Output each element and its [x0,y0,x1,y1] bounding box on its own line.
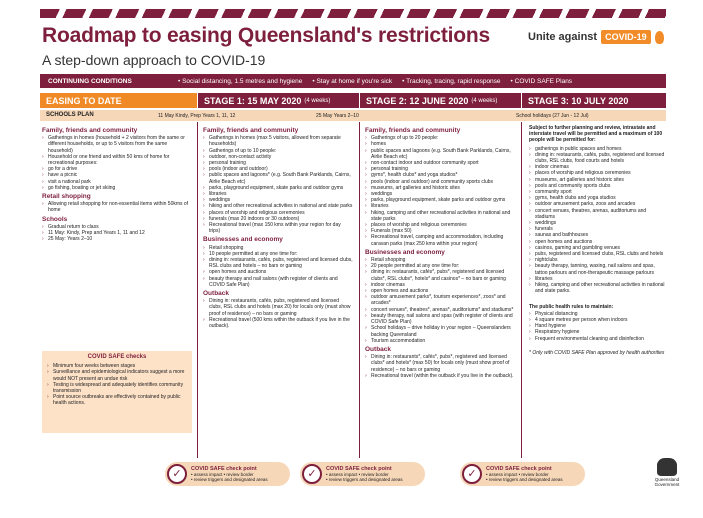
schools-holidays: School holidays (27 Jun - 12 Jul) [516,113,589,119]
list-item: › libraries [365,203,517,209]
list-item: › Allowing retail shopping for non-essential items within 50kms of home [42,201,192,213]
list-item: › dining in: restaurants, cafés, pubs, registered and licensed clubs, RSL clubs, food courts and hotels [529,152,665,164]
list-item: › 25 May: Years 2–10 [42,236,192,242]
list-item: › weddings [203,197,353,203]
list-item: › outdoor amusement parks, zoos and arcades [529,201,665,207]
page-title: Roadmap to easing Queensland's restrictions [42,24,491,47]
conditions-label: CONTINUING CONDITIONS [48,77,132,85]
safe-checks-list [47,363,187,406]
checkpoint-line-2: • review triggers and designated areas [191,477,268,482]
flame-icon [655,31,664,44]
list-item: › Recreational travel (max 150 kms within your region for day trips) [203,222,353,234]
list-item: › Dining in: restaurants, cafés, pubs, registered and licensed clubs, RSL clubs and hotels (max 20) for locals only (must show proof of residence) – no bars or gaming [203,298,353,317]
list-item: › Household or one friend and within 50 kms of home for recreational purposes: [42,154,192,166]
stage2-business-list [365,257,517,344]
list-item: › homes [365,141,517,147]
condition-item: • Stay at home if you're sick [312,77,393,85]
list-item: › 10 people permitted at any one time for: [203,251,353,257]
checkpoint-title: COVID SAFE check point [486,466,552,472]
crest-icon [657,458,677,476]
column-divider [521,122,522,458]
list-item: › museums, art galleries and historic sites [365,185,517,191]
stage1-column [203,125,353,460]
covid-safe-checks [42,351,192,433]
header-stripes [40,9,666,18]
condition-item: • COVID SAFE Plans [510,77,573,85]
check-icon: ✓ [462,464,482,484]
list-item: › indoor cinemas [365,282,517,288]
list-item: › Hand hygiene [529,323,665,329]
list-item: › outdoor amusement parks*, tourism experiences*, zoos* and arcades* [365,294,517,306]
list-item: › community sport [529,189,665,195]
stage3-list [529,146,665,295]
list-item: › Gatherings of up to 10 people: [203,148,353,154]
list-item: › Gatherings in homes (max 5 visitors, allowed from separate households) [203,135,353,147]
stage3-column [529,125,665,460]
list-item: › libraries [529,276,665,282]
list-item: › Retail shopping [203,245,353,251]
list-item: › indoor cinemas [529,164,665,170]
list-item: › parks, playground equipment, skate parks and outdoor gyms [203,185,353,191]
list-item: › Recreational travel, camping and accommodation, including caravan parks (max 250 kms within your region) [365,234,517,246]
list-item: › hiking, camping and other recreational activities in national and state parks. [529,282,665,294]
qld-government-logo [652,458,682,487]
page-subtitle: A step-down approach to COVID-19 [42,52,266,68]
list-item: › places of worship and religious ceremonies [529,170,665,176]
checkpoint-line-2: • review triggers and designated areas [486,477,563,482]
list-item: › Frequent environmental cleaning and disinfection [529,336,665,342]
list-item: › public spaces and lagoons (e.g. South Bank Parklands, Cairns, Airlie Beach etc) [365,148,517,160]
list-item: › Recreational travel (500 kms within the outback if you live in the outback). [203,317,353,329]
checkpoint-line-1: • assess impact • review border [326,472,389,477]
list-item: › Dining in: restaurants*, cafés*, pubs*, registered and licensed clubs* and hotels* (max 50) for locals only (must show proof of residence) – no bars or gaming [365,354,517,373]
list-item: › saunas and bathhouses [529,232,665,238]
stage1-family-list [203,135,353,234]
section-heading: Businesses and economy [365,248,445,256]
conditions-bar [40,74,666,88]
unite-logo [528,30,664,44]
list-item: › public spaces and lagoons* (e.g. South Bank Parklands, Cairns, Airlie Beach etc) [203,172,353,184]
list-item: › concert venues*, theatres*, arenas*, auditoriums* and stadiums* [365,307,517,313]
section-heading: Retail shopping [42,193,91,201]
section-heading: Schools [42,215,68,223]
list-item: › pools and community sports clubs [529,183,665,189]
checkpoint-title: COVID SAFE check point [326,466,392,472]
easing-retail-list [42,201,192,213]
list-item: › places of worship and religious ceremonies [365,222,517,228]
list-item: › funerals [529,226,665,232]
easing-family-list [42,135,192,191]
list-item: › non-contact indoor and outdoor community sport [365,160,517,166]
list-item: › hiking, camping and other recreational activities in national and state parks [365,210,517,222]
stage1-outback-list [203,298,353,329]
schools-plan-bar [40,110,666,121]
stage1-weeks: (4 weeks) [304,97,331,104]
checkpoint-line-1: • assess impact • review border [486,472,549,477]
schools-label: SCHOOLS PLAN [46,112,94,118]
stage2-column [365,125,517,460]
list-item: › beauty therapy, nail salons and spas (with register of clients and COVID Safe Plan) [365,313,517,325]
checkpoint-title: COVID SAFE check point [191,466,257,472]
footnote: * Only with COVID SAFE Plan approved by health authorities [529,349,665,356]
list-item: › Testing is widespread and adequately identifies community transmission [47,382,187,394]
list-item: › funerals (max 20 indoors or 30 outdoors) [203,216,353,222]
list-item: › visit a national park [42,179,192,185]
header-easing-label: EASING TO DATE [46,95,122,106]
list-item: › gyms, health clubs and yoga studios [529,195,665,201]
header-stage3 [522,93,666,108]
stage1-business-list [203,245,353,288]
list-item: › pools (indoor and outdoor) [203,166,353,172]
checkpoint-line-1: • assess impact • review border [191,472,254,477]
header-stage3-label: STAGE 3: 10 JULY 2020 [528,95,629,106]
list-item: › have a picnic [42,172,192,178]
list-item: › Surveillance and epidemiological indicators suggest a more would NOT present an undue risk [47,369,187,381]
list-item: › Tourism accommodation [365,338,517,344]
section-heading: Family, friends and community [365,127,461,134]
header-stage2-label: STAGE 2: 12 JUNE 2020 [366,95,469,106]
stage3-intro: Subject to further planning and review, intrastate and interstate travel will be permitted and a maximum of 100 people will be permitted for: [529,125,663,144]
stage2-family-list [365,135,517,247]
list-item: › gyms*, health clubs* and yoga studios* [365,172,517,178]
column-divider [359,122,360,458]
condition-item: • Tracking, tracing, rapid response [402,77,501,85]
list-item: › hiking and other recreational activities in national and state parks [203,203,353,209]
unite-text: Unite against [528,31,598,43]
check-icon: ✓ [167,464,187,484]
list-item: › 4 square metres per person when indoors [529,317,665,323]
header-easing [40,93,197,108]
list-item: › pools (indoor and outdoor) and community sports clubs [365,179,517,185]
column-divider [197,122,198,458]
stage2-weeks: (4 weeks) [471,97,498,104]
checkpoint-line-2: • review triggers and designated areas [326,477,403,482]
header-stage2 [360,93,521,108]
list-item: › open homes and auctions [365,288,517,294]
list-item: › Retail shopping [365,257,517,263]
condition-item: • Social distancing, 1.5 metres and hygiene [178,77,303,85]
list-item: › places of worship and religious ceremonies [203,210,353,216]
list-item: › libraries [203,191,353,197]
header-stage1-label: STAGE 1: 15 MAY 2020 [204,95,302,106]
list-item: › beauty therapy and nail salons (with register of clients and COVID Safe Plan) [203,276,353,288]
checkpoint-1 [165,462,290,486]
list-item: › parks, playground equipment, skate parks and outdoor gyms [365,197,517,203]
list-item: › gatherings in public spaces and homes [529,146,665,152]
list-item: › go for a drive [42,166,192,172]
qld-text: Queensland Government [654,477,680,487]
schools-date-2: 25 May Years 2–10 [316,113,359,119]
list-item: › open homes and auctions [203,269,353,275]
easing-schools-list [42,224,192,243]
health-rules-heading: The public health rules to maintain: [529,304,614,311]
covid-badge: COVID-19 [601,30,651,44]
section-heading: Outback [365,345,392,353]
list-item: › 11 May: Kindy, Prep and Years 1, 11 and 12 [42,230,192,236]
list-item: › Gatherings of up to 20 people: [365,135,517,141]
list-item: › Funerals (max 50) [365,228,517,234]
list-item: › outdoor, non-contact activity [203,154,353,160]
list-item: › concert venues, theatres, arenas, auditoriums and stadiums [529,208,665,220]
list-item: › School holidays – drive holiday in your region – Queenslanders backing Queensland [365,325,517,337]
checkpoint-2 [300,462,425,486]
list-item: › museums, art galleries and historic sites [529,177,665,183]
list-item: › pubs, registered and licensed clubs, RSL clubs and hotels [529,251,665,257]
section-heading: Businesses and economy [203,236,283,244]
list-item: › nightclubs [529,257,665,263]
stage2-outback-list [365,354,517,379]
list-item: › dining in: restaurants, cafés*, pubs*, registered and licensed clubs*, RSL clubs*, hotels* and casinos* – no bars or gaming [365,269,517,281]
list-item: › Physical distancing [529,311,665,317]
list-item: › Minimum four weeks between stages [47,363,187,369]
list-item: › personal training [365,166,517,172]
list-item: › Recreational travel (within the outback if you live in the outback). [365,373,517,379]
section-heading: Outback [203,290,230,298]
list-item: › beauty therapy, tanning, waxing, nail salons and spas, tattoo parlours and non-therapeutic massage parlours [529,263,665,275]
checkpoint-3 [460,462,585,486]
schools-date-1: 11 May Kindy, Prep Years 1, 11, 12 [158,113,236,119]
list-item: › Gatherings in homes (household + 2 visitors from the same or different households, or up to 5 visitors from the same household) [42,135,192,154]
list-item: › weddings [365,191,517,197]
section-heading: Family, friends and community [203,127,299,134]
list-item: › weddings [529,220,665,226]
health-rules-list [529,311,665,342]
list-item: › Point source outbreaks are effectively contained by public health actions. [47,394,187,406]
safe-checks-title: COVID SAFE checks [87,354,147,360]
list-item: › open homes and auctions [529,239,665,245]
list-item: › casinos, gaming and gambling venues [529,245,665,251]
list-item: › go fishing, boating or jet skiing [42,185,192,191]
list-item: › personal training [203,160,353,166]
check-icon: ✓ [302,464,322,484]
header-stage1 [198,93,359,108]
list-item: › Gradual return to class [42,224,192,230]
section-heading: Family, friends and community [42,127,138,134]
list-item: › 20 people permitted at any one time for: [365,263,517,269]
list-item: › dining in: restaurants, cafés, pubs, registered and licensed clubs, RSL clubs and hotels – no bars or gaming [203,257,353,269]
list-item: › Respiratory hygiene [529,329,665,335]
